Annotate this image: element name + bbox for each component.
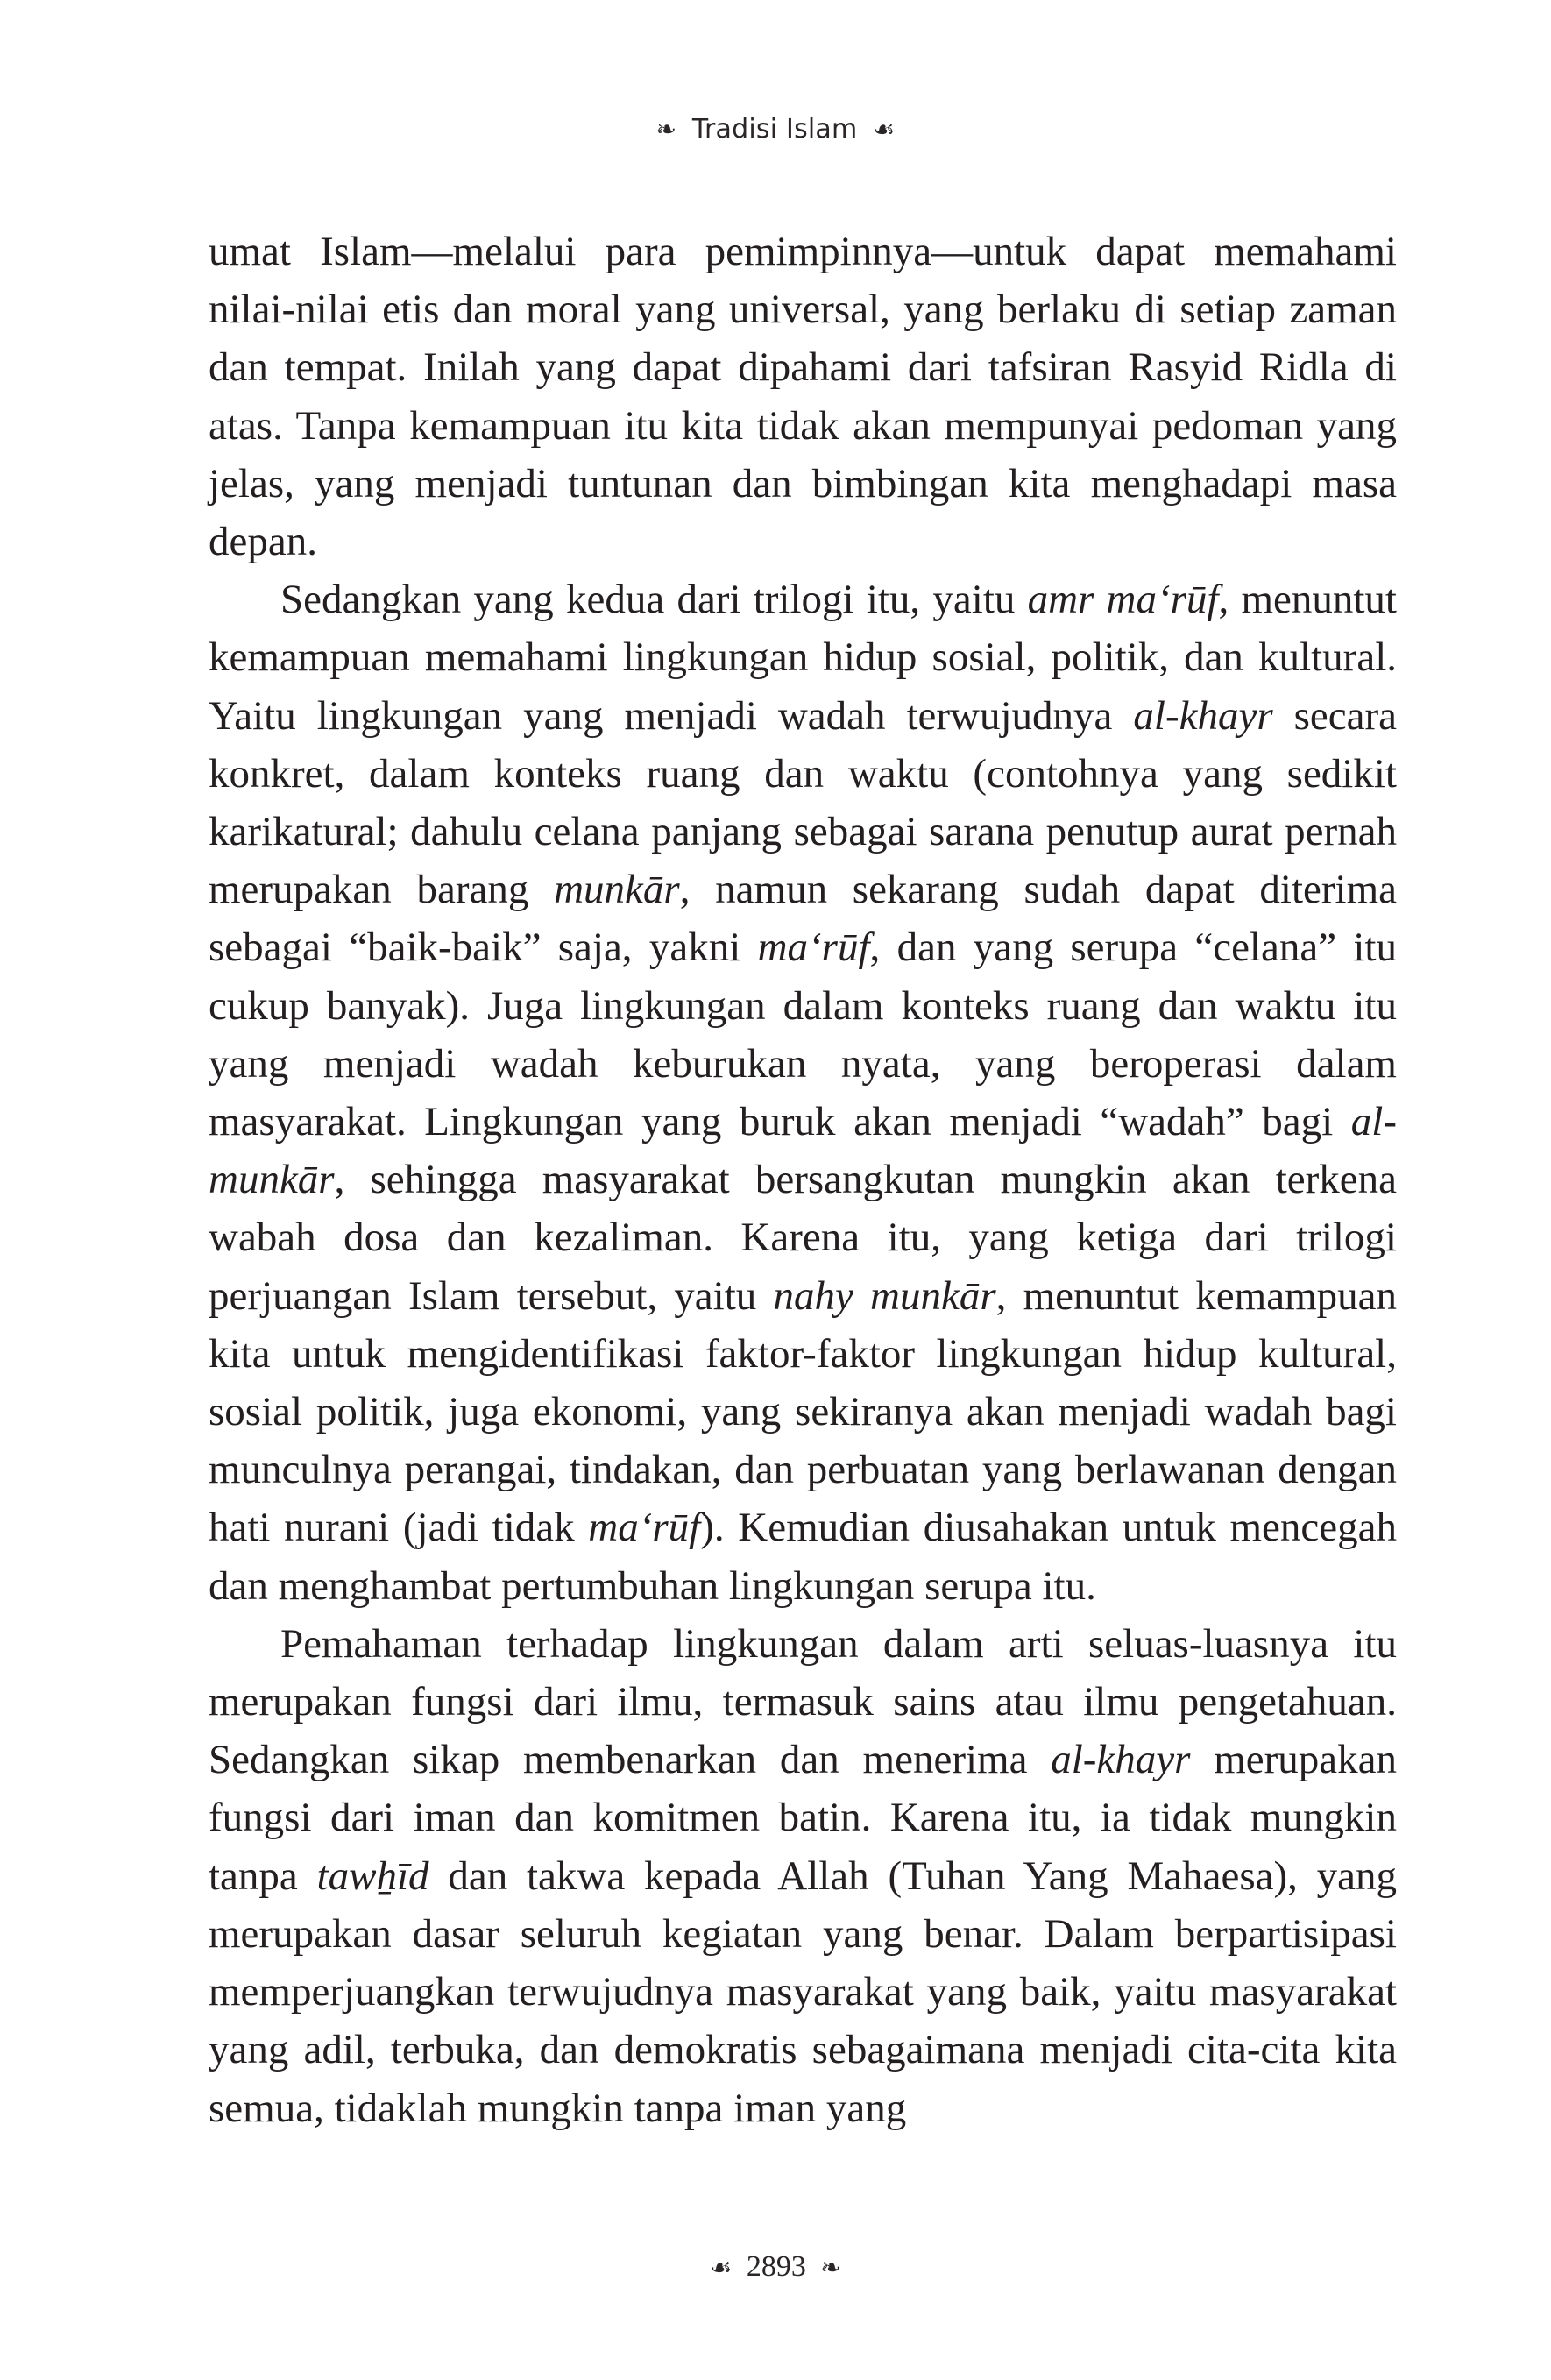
text-run: , menuntut kemampuan memahami lingkungan hidup sosial, politik, dan kultural. Yaitu lingkungan yang menjadi wadah terwujudnya bbox=[209, 577, 1397, 739]
paragraph bbox=[209, 570, 1397, 1615]
text-run: Pemahaman terhadap lingkungan dalam arti seluas-luasnya itu merupakan fungsi dari ilmu, termasuk sains atau ilmu pengetahuan. Sedangkan sikap membenarkan dan menerima bbox=[209, 1620, 1397, 1783]
italic-term: al-munkār bbox=[209, 1099, 1397, 1203]
italic-term: ma‘rūf bbox=[757, 924, 870, 971]
ornament-left-icon: ❧ bbox=[655, 115, 677, 144]
text-run: umat Islam—melalui para pemimpinnya—untuk dapat memahami nilai-nilai etis dan moral yang universal, yang berlaku di setiap zaman dan tempat. Inilah yang dapat dipahami dari tafsiran Rasyid Ridla di atas. Tanpa kemampuan itu kita tidak akan mempunyai pedoman yang jelas, yang menjadi tuntunan dan bimbingan kita menghadapi masa depan. bbox=[209, 229, 1397, 565]
page-number: 2893 bbox=[746, 2250, 806, 2283]
italic-term: nahy munkār bbox=[773, 1272, 996, 1319]
italic-term: al-khayr bbox=[1133, 692, 1273, 739]
body-text bbox=[209, 223, 1397, 2137]
italic-term: ma‘rūf bbox=[588, 1505, 701, 1551]
text-run: Sedangkan yang kedua dari trilogi itu, yaitu bbox=[280, 577, 1028, 623]
italic-term: amr ma‘rūf bbox=[1027, 577, 1219, 623]
footer-ornament-left-icon: ☙ bbox=[710, 2253, 733, 2282]
text-run: secara konkret, dalam konteks ruang dan waktu (contohnya yang sedikit karikatural; dahulu celana panjang sebagai sarana penutup aurat pernah merupakan barang bbox=[209, 692, 1398, 913]
text-run: ). Kemudian diusahakan untuk mencegah dan menghambat pertumbuhan lingkungan serupa itu. bbox=[209, 1505, 1397, 1609]
running-header-title: Tradisi Islam bbox=[691, 114, 858, 145]
footer-ornament-right-icon: ❧ bbox=[820, 2253, 841, 2282]
running-header bbox=[0, 114, 1551, 145]
page-footer bbox=[0, 2250, 1551, 2284]
text-run: , menuntut kemampuan kita untuk mengidentifikasi faktor-faktor lingkungan hidup kultural, sosial politik, juga ekonomi, yang sekiranya akan menjadi wadah bagi munculnya perangai, tindakan, dan perbuatan yang berlawanan dengan hati nurani (jadi tidak bbox=[209, 1272, 1398, 1551]
text-run: , namun sekarang sudah dapat diterima sebagai “baik-baik” saja, yakni bbox=[209, 867, 1397, 971]
text-run: dan takwa kepada Allah (Tuhan Yang Mahaesa), yang merupakan dasar seluruh kegiatan yang benar. Dalam berpartisipasi memperjuangkan terwujudnya masyarakat yang baik, yaitu masyarakat yang adil, terbuka, dan demokratis sebagaimana menjadi cita-cita kita semua, tidaklah mungkin tanpa iman yang bbox=[209, 1852, 1398, 2131]
italic-term: al-khayr bbox=[1051, 1737, 1191, 1783]
ornament-right-icon: ☙ bbox=[873, 115, 896, 144]
italic-term: munkār bbox=[554, 867, 680, 913]
text-run: , dan yang serupa “celana” itu cukup banyak). Juga lingkungan dalam konteks ruang dan waktu itu yang menjadi wadah keburukan nyata, yang beroperasi dalam masyarakat. Lingkungan yang buruk akan menjadi “wadah” bagi bbox=[209, 924, 1397, 1145]
text-run: merupakan fungsi dari iman dan komitmen batin. Karena itu, ia tidak mungkin tanpa bbox=[209, 1737, 1397, 1899]
paragraph bbox=[209, 223, 1397, 570]
italic-term: tawẖīd bbox=[316, 1852, 429, 1899]
paragraph bbox=[209, 1615, 1397, 2137]
text-run: , sehingga masyarakat bersangkutan mungkin akan terkena wabah dosa dan kezaliman. Karena itu, yang ketiga dari trilogi perjuangan Islam tersebut, yaitu bbox=[209, 1157, 1397, 1319]
